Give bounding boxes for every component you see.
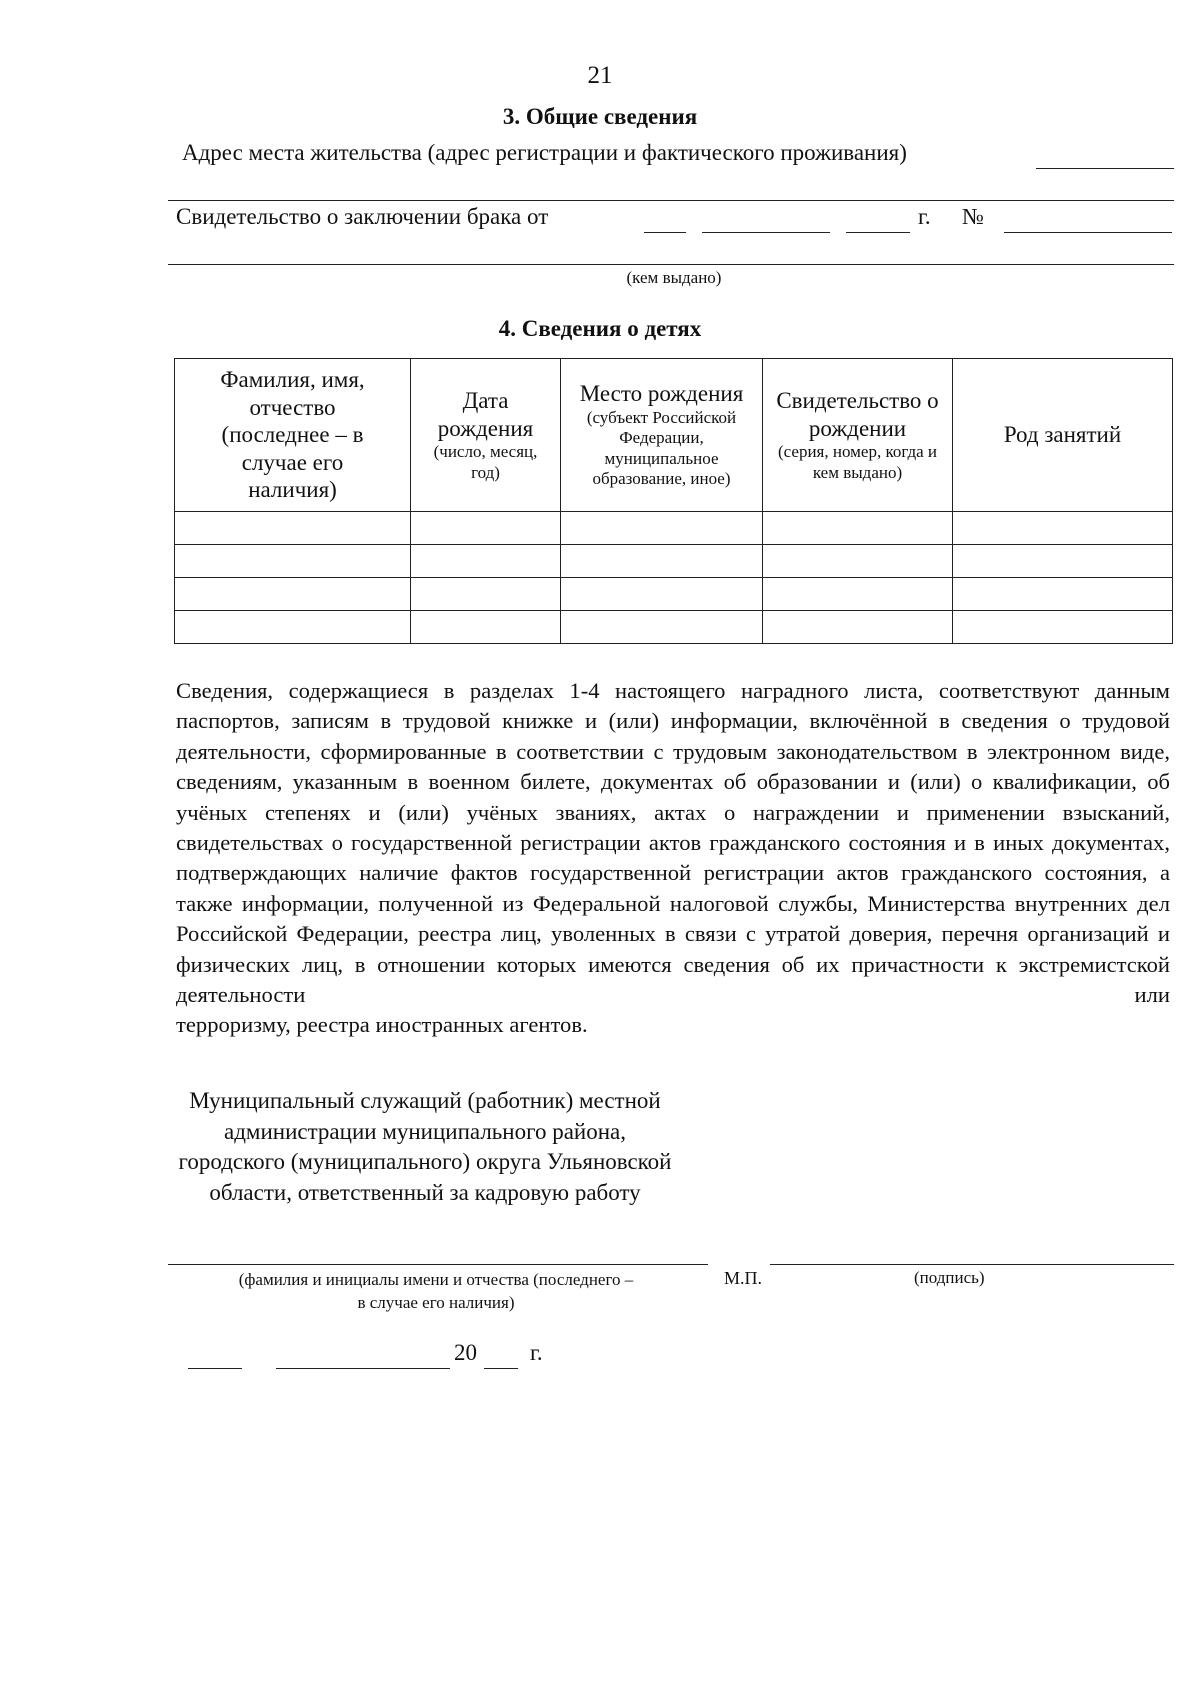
section-3-title: 3. Общие сведения: [502, 104, 698, 129]
statement-body: Сведения, содержащиеся в разделах 1-4 настоящего наградного листа, соответствуют данным паспортов, записям в трудовой книжке и (или) информации, включённой в сведения о трудовой деятельности, сформированные в соответствии с трудовым законодательством в электронном виде, сведениям, указанным в военном билете, документах об образовании и (или) о квалификации, об учёных степенях и (или) учёных званиях, актах о награждении и применении взысканий, свидетельствах о государственной регистрации актов гражданского состояния и в иных документах, подтверждающих наличие фактов государственной регистрации актов гражданского состояния, а также информации, полученной из Федеральной налоговой службы, Министерства внутренних дел Российской Федерации, реестра лиц, уволенных в связи с утратой доверия, перечня организаций и физических лиц, в отношении которых имеются сведения об их причастности к экстремистской деятельности или: [176, 678, 1170, 1008]
official-title: Муниципальный служащий (работник) местной администрации муниципального района, городского (муниципального) округа Ульяновской области, ответственный за кадровую работу: [178, 1088, 672, 1205]
table-cell[interactable]: [953, 545, 1173, 578]
signature-caption: (подпись): [914, 1268, 985, 1287]
date-day-field[interactable]: [188, 1368, 242, 1369]
table-cell[interactable]: [175, 611, 411, 644]
date-year-prefix: 20: [454, 1340, 477, 1365]
header-birth-date-sub: (число, месяц, год): [433, 442, 538, 482]
table-cell[interactable]: [561, 578, 763, 611]
marriage-day-field[interactable]: [644, 232, 686, 233]
table-cell[interactable]: [763, 611, 953, 644]
address-field-end[interactable]: [1036, 168, 1174, 169]
header-birth-certificate-sub: (серия, номер, когда и кем выдано): [777, 442, 938, 482]
table-cell[interactable]: [763, 545, 953, 578]
header-full-name-text: Фамилия, имя, отчество (последнее – в случае его наличия): [220, 367, 365, 503]
table-cell[interactable]: [953, 512, 1173, 545]
marriage-year-field[interactable]: [846, 232, 910, 233]
issued-by-caption: (кем выдано): [626, 268, 722, 287]
date-suffix: г.: [530, 1340, 543, 1365]
table-cell[interactable]: [411, 578, 561, 611]
children-table-header: [175, 359, 1173, 512]
address-label: Адрес места жительства (адрес регистрации и фактического проживания): [182, 140, 907, 165]
table-row: [175, 611, 1173, 644]
header-occupation-text: Род занятий: [1003, 422, 1122, 448]
marriage-month-field[interactable]: [702, 232, 830, 233]
header-birth-certificate: [763, 359, 953, 512]
table-cell[interactable]: [175, 512, 411, 545]
date-year-field[interactable]: [484, 1368, 518, 1369]
children-table: [174, 358, 1173, 644]
section-4-title: 4. Сведения о детях: [498, 316, 702, 341]
table-row: [175, 545, 1173, 578]
address-field-line[interactable]: [168, 200, 1174, 201]
header-birth-place-sub: (субъект Российской Федерации, муниципальное образование, иное): [586, 408, 737, 489]
table-cell[interactable]: [411, 512, 561, 545]
year-suffix: г.: [918, 204, 931, 229]
date-month-field[interactable]: [276, 1368, 450, 1369]
table-row: [175, 512, 1173, 545]
table-cell[interactable]: [411, 545, 561, 578]
marriage-certificate-label: Свидетельство о заключении брака от: [176, 204, 549, 229]
statement-last-line: терроризму, реестра иностранных агентов.: [176, 1012, 588, 1038]
issued-by-field[interactable]: [168, 264, 1174, 265]
page-number: 21: [587, 62, 613, 89]
header-birth-place-text: Место рождения: [579, 381, 744, 407]
table-cell[interactable]: [175, 578, 411, 611]
table-cell[interactable]: [411, 611, 561, 644]
name-field[interactable]: [168, 1264, 708, 1265]
marriage-number-field[interactable]: [1004, 232, 1172, 233]
header-birth-place: [561, 359, 763, 512]
table-cell[interactable]: [763, 512, 953, 545]
table-cell[interactable]: [561, 611, 763, 644]
table-row: [175, 578, 1173, 611]
table-cell[interactable]: [561, 512, 763, 545]
table-cell[interactable]: [953, 611, 1173, 644]
header-birth-certificate-text: Свидетельство о рождении: [776, 388, 939, 441]
statement-paragraph: [176, 676, 1170, 1041]
signature-field[interactable]: [770, 1264, 1174, 1265]
table-cell[interactable]: [561, 545, 763, 578]
table-cell[interactable]: [763, 578, 953, 611]
seal-label: М.П.: [724, 1268, 763, 1288]
number-sign: №: [962, 204, 984, 229]
table-cell[interactable]: [953, 578, 1173, 611]
header-birth-date: [411, 359, 561, 512]
header-birth-date-text: Дата рождения: [437, 388, 534, 441]
name-caption: (фамилия и инициалы имени и отчества (последнего – в случае его наличия): [238, 1270, 634, 1312]
header-full-name: [175, 359, 411, 512]
table-cell[interactable]: [175, 545, 411, 578]
header-occupation: [953, 359, 1173, 512]
